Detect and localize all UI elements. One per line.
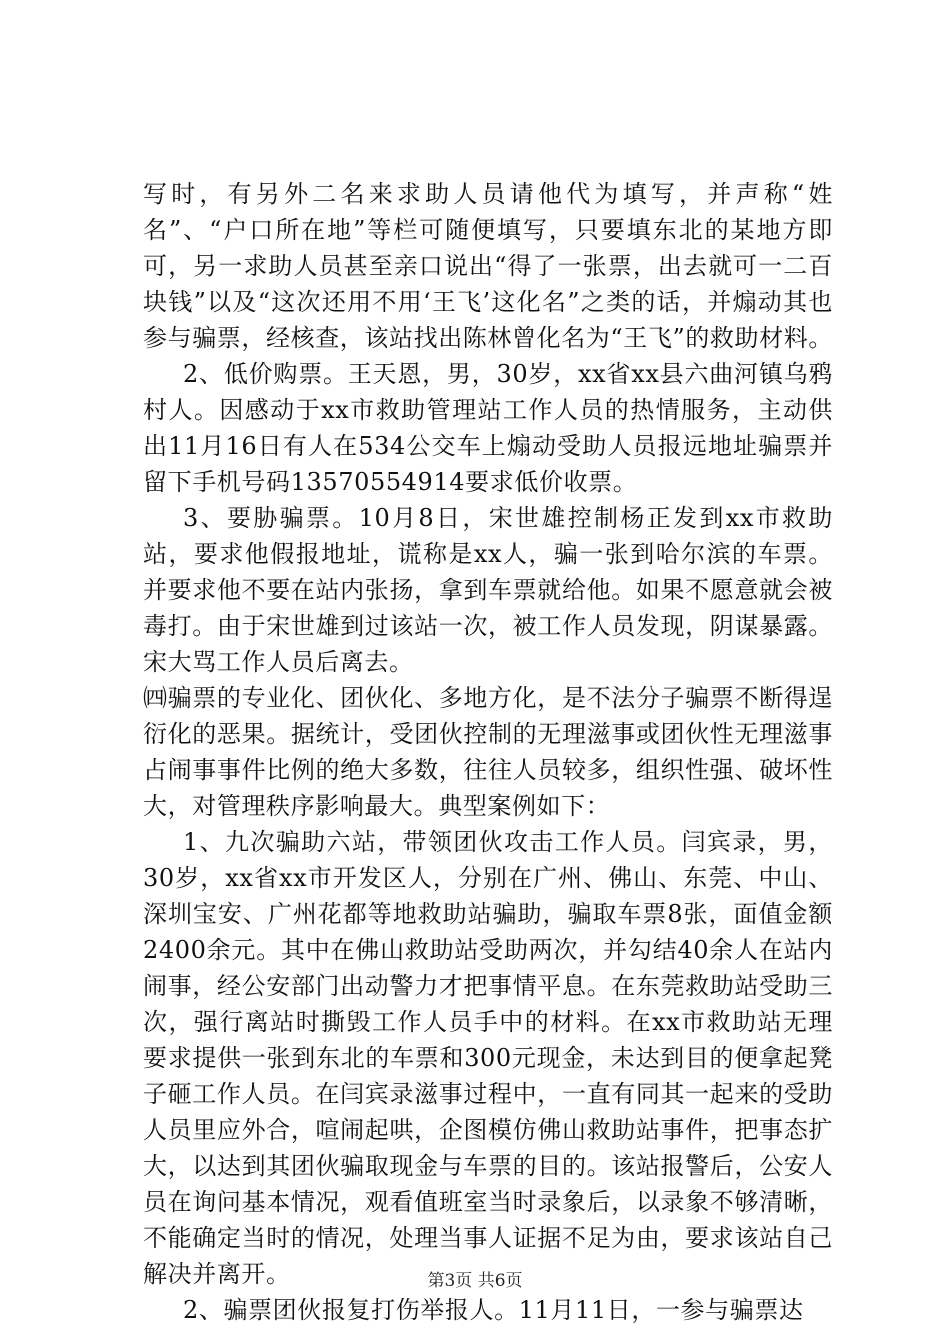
paragraph: 写时，有另外二名来求助人员请他代为填写，并声称“姓名”、“户口所在地”等栏可随便填写，只要填东北的某地方即可，另一求助人员甚至亲口说出“得了一张票，出去就可一二百块钱”以及“这次还用不用‘王飞’这化名”之类的话，并煽动其也参与骗票，经核查，该站找出陈林曾化名为“王飞”的救助材料。: [143, 180, 833, 352]
paragraph: 3、要胁骗票。10月8日，宋世雄控制杨正发到xx市救助站，要求他假报地址，谎称是xx人，骗一张到哈尔滨的车票。并要求他不要在站内张扬，拿到车票就给他。如果不愿意就会被毒打。由于宋世雄到过该站一次，被工作人员发现，阴谋暴露。宋大骂工作人员后离去。: [143, 504, 833, 676]
paragraph: 2、骗票团伙报复打伤举报人。11月11日，一参与骗票达: [183, 1296, 804, 1324]
body-text: [143, 176, 833, 1328]
paragraph: 1、九次骗助六站，带领团伙攻击工作人员。闫宾录，男，30岁，xx省xx市开发区人，分别在广州、佛山、东莞、中山、深圳宝安、广州花都等地救助站骗助，骗取车票8张，面值金额2400余元。其中在佛山救助站受助两次，并勾结40余人在站内闹事，经公安部门出动警力才把事情平息。在东莞救助站受助三次，强行离站时撕毁工作人员手中的材料。在xx市救助站无理要求提供一张到东北的车票和300元现金，未达到目的便拿起凳子砸工作人员。在闫宾录滋事过程中，一直有同其一起来的受助人员里应外合，喧闹起哄，企图模仿佛山救助站事件，把事态扩大，以达到其团伙骗取现金与车票的目的。该站报警后，公安人员在询问基本情况，观看值班室当时录象后，以录象不够清晰，不能确定当时的情况，处理当事人证据不足为由，要求该站自己解决并离开。: [143, 828, 833, 1288]
page-number-footer: 第3页 共6页: [427, 1271, 523, 1291]
paragraph: ㈣骗票的专业化、团伙化、多地方化，是不法分子骗票不断得逞衍化的恶果。据统计，受团伙控制的无理滋事或团伙性无理滋事占闹事事件比例的绝大多数，往往人员较多，组织性强、破坏性大，对管理秩序影响最大。典型案例如下：: [143, 684, 833, 820]
paragraph: 2、低价购票。王天恩，男，30岁，xx省xx县六曲河镇乌鸦村人。因感动于xx市救助管理站工作人员的热情服务，主动供出11月16日有人在534公交车上煽动受助人员报远地址骗票并留下手机号码13570554914要求低价收票。: [143, 360, 833, 496]
